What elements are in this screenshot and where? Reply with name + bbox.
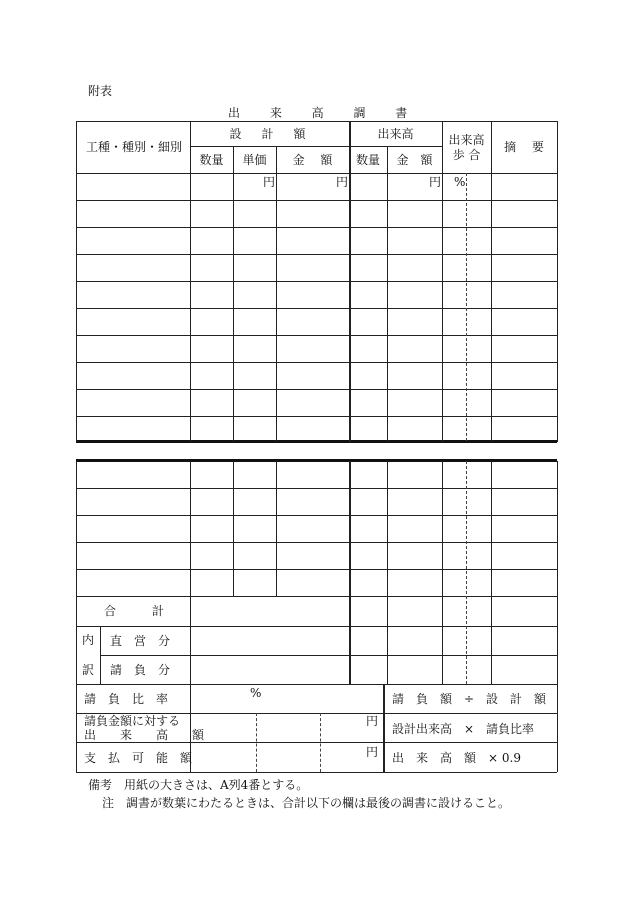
header-work-type: 工種・種別・細別: [85, 140, 182, 154]
completed-vs-line2: 出 来 高 額: [84, 728, 205, 742]
page-title: 出 来 高 調 書: [228, 106, 416, 120]
header-qty: 数量: [199, 153, 224, 167]
breakdown-label-2: 訳: [82, 663, 95, 677]
completed-vs-unit: 円: [366, 714, 379, 728]
ratio-formula: 請 負 額 ÷ 設 計 額: [392, 692, 547, 706]
payable-formula: 出 来 高 額 × 0.9: [392, 751, 521, 765]
header-remarks: 摘 要: [504, 140, 544, 154]
unit-percent: %: [454, 175, 466, 189]
completed-vs-line1: 請負金額に対する: [84, 714, 181, 728]
contract-ratio-label: 請 負 比 率: [84, 692, 169, 706]
completed-formula: 設計出来高 × 請負比率: [392, 722, 535, 736]
appendix-label: 附表: [88, 84, 113, 98]
direct-label: 直 営 分: [110, 634, 171, 648]
total-label: 合 計: [103, 604, 164, 618]
note-2: 注 調書が数葉にわたるときは、合計以下の欄は最後の調書に設けること。: [102, 796, 511, 810]
breakdown-label-1: 内: [82, 633, 95, 647]
contract-label: 請 負 分: [110, 663, 171, 677]
note-1: 備考 用紙の大きさは、A列4番とする。: [88, 778, 309, 792]
header-amount2: 金 額: [396, 153, 433, 167]
unit-yen-3: 円: [429, 175, 442, 189]
unit-yen-2: 円: [336, 175, 349, 189]
payable-unit: 円: [366, 745, 379, 759]
ratio-unit: %: [250, 686, 262, 700]
header-unit-price: 単価: [242, 153, 267, 167]
unit-yen-1: 円: [263, 175, 276, 189]
header-amount: 金 額: [292, 153, 333, 167]
header-design-amount: 設 計 額: [229, 127, 310, 141]
header-progress-line2: 歩 合: [452, 148, 481, 162]
header-qty2: 数量: [355, 153, 380, 167]
header-completed: 出来高: [377, 127, 414, 141]
payable-label: 支 払 可 能 額: [84, 751, 193, 765]
header-progress-line1: 出来高: [448, 133, 485, 147]
